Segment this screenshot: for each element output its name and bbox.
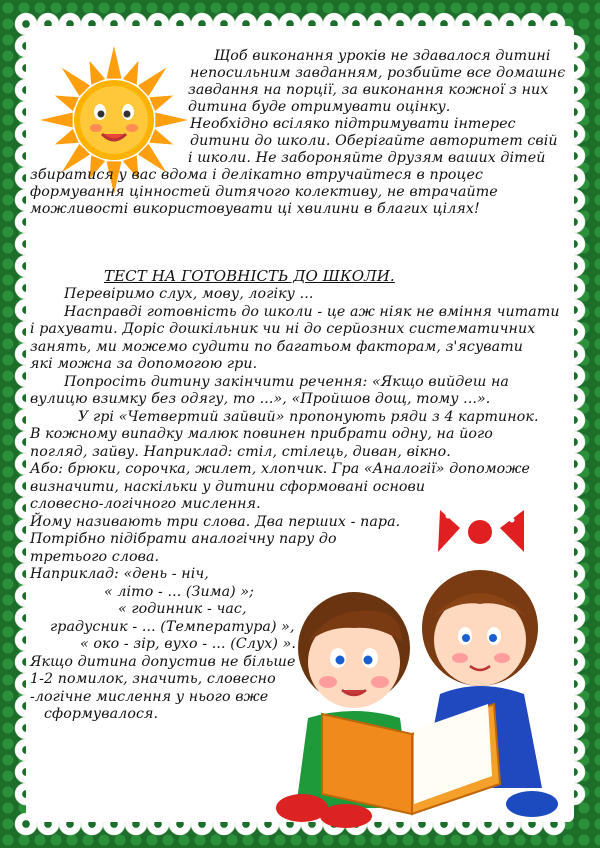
body-line: занять, ми можемо судити по багатьом факторам, з'ясувати bbox=[30, 338, 523, 355]
body-line: Потрібно підібрати аналогічну пару до bbox=[30, 531, 337, 547]
intro-line: можливості використовувати ці хвилини в благих цілях! bbox=[30, 201, 480, 217]
intro-line: завдання на порції, за виконання кожної з них bbox=[188, 82, 549, 98]
intro-line: Необхідно всіляко підтримувати інтерес bbox=[190, 116, 516, 132]
body-line: які можна за допомогою гри. bbox=[30, 356, 258, 372]
body-line: погляд, зайву. Наприклад: стіл, стілець, диван, вікно. bbox=[30, 443, 451, 460]
intro-line: Щоб виконання уроків не здавалося дитині bbox=[214, 48, 551, 64]
body-line: У грі «Четвертий зайвий» пропонують ряди з 4 картинок. bbox=[78, 408, 539, 425]
section-title: ТЕСТ НА ГОТОВНІСТЬ ДО ШКОЛИ. bbox=[104, 267, 395, 285]
body-line: третього слова. bbox=[30, 548, 160, 565]
intro-line: дитина буде отримувати оцінку. bbox=[188, 99, 451, 115]
body-line: « годинник - час, bbox=[118, 601, 247, 617]
intro-line: і школи. Не забороняйте друзям ваших дітей bbox=[188, 150, 546, 166]
body-line: « око - зір, вухо - ... (Слух) ». bbox=[80, 636, 297, 652]
intro-line: формування цінностей дитячого колективу, не втрачайте bbox=[30, 184, 498, 200]
body-line: 1-2 помилок, значить, словесно bbox=[30, 671, 276, 687]
body-line: -логічне мислення у нього вже bbox=[30, 688, 269, 705]
body-line: Йому називають три слова. Два перших - пара. bbox=[30, 513, 401, 530]
body-line: і рахувати. Доріс дошкільник чи ні до серйозних систематичних bbox=[30, 321, 536, 337]
body-line: сформувалося. bbox=[44, 706, 159, 722]
body-line: Попросіть дитину закінчити речення: «Якщо вийдеш на bbox=[64, 373, 509, 390]
kids-reading-illustration bbox=[262, 508, 580, 828]
body-line: вулицю взимку без одягу, то ...», «Пройшов дощ, тому ...». bbox=[30, 391, 491, 407]
intro-line: непосильним завданням, розбийте все домашнє bbox=[190, 65, 566, 81]
body-line: Наприклад: «день - ніч, bbox=[30, 566, 209, 582]
body-line: Насправді готовність до школи - це аж ніяк не вміння читати bbox=[64, 303, 560, 320]
body-line: Або: брюки, сорочка, жилет, хлопчик. Гра «Аналогії» допоможе bbox=[30, 461, 531, 477]
body-line: В кожному випадку малюк повинен прибрати одну, на його bbox=[30, 426, 493, 442]
intro-line: дитини до школи. Оберігайте авторитет свій bbox=[190, 133, 558, 149]
body-line: градусник - ... (Температура) », bbox=[50, 618, 295, 635]
body-line: словесно-логічного мислення. bbox=[30, 496, 261, 512]
body-line: визначити, наскільки у дитини сформовані основи bbox=[30, 478, 426, 495]
intro-line: збиратися у вас вдома і делікатно втручайтеся в процес bbox=[30, 167, 484, 183]
body-line: Якщо дитина допустив не більше bbox=[30, 653, 296, 670]
body-line: Перевіримо слух, мову, логіку ... bbox=[64, 286, 314, 302]
body-line: « літо - ... (Зима) »; bbox=[104, 583, 255, 600]
